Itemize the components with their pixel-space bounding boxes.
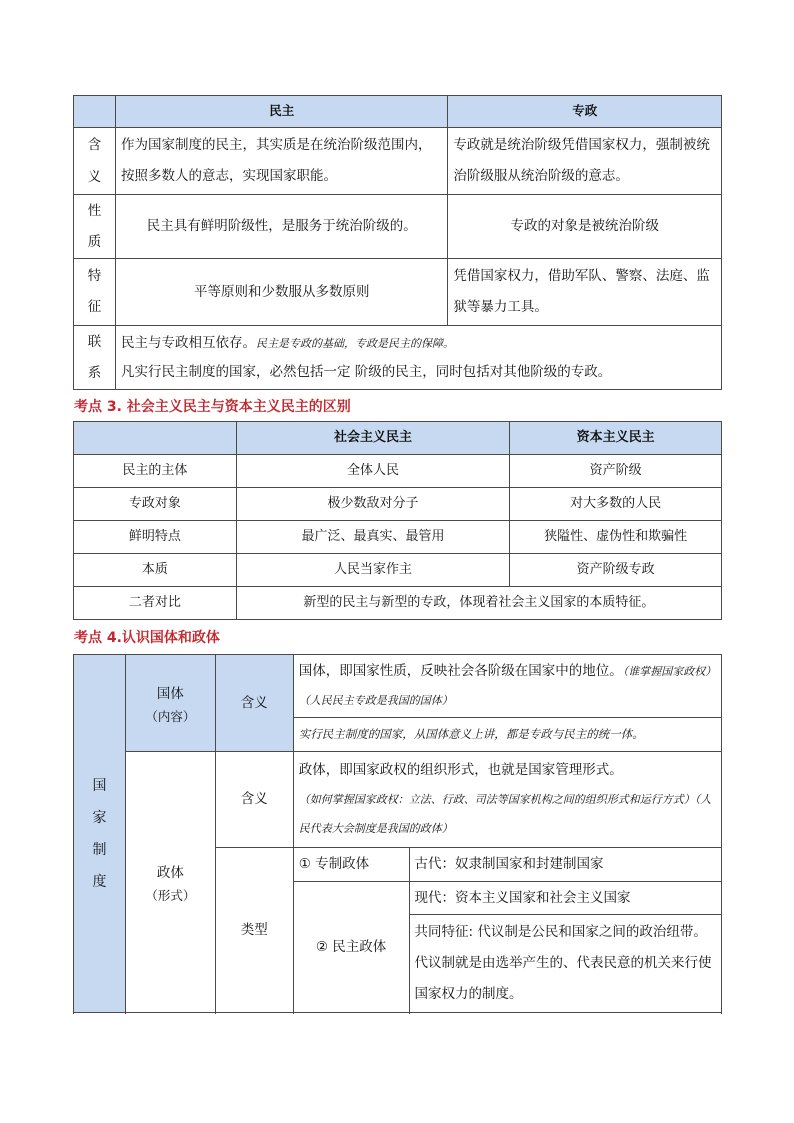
democratic-label: ② 民主政体 xyxy=(293,882,409,1013)
relation-note: 民主是专政的基础，专政是民主的保障。 xyxy=(255,336,454,350)
corner-cell-2 xyxy=(74,422,237,455)
dictatorship-feature: 凭借国家权力，借助军队、警察、法庭、监狱等暴力工具。 xyxy=(448,259,722,326)
capitalist-essence: 资产阶级专政 xyxy=(510,554,722,587)
autocratic-desc: 古代：奴隶制国家和封建制国家 xyxy=(409,848,721,882)
democratic-common: 共同特征: 代议制是公民和国家之间的政治纽带。代议制就是由选举产生的、代表民意的机关来行使国家权力的制度。 xyxy=(409,915,721,1013)
zhengti-meaning-text: 政体，即国家政权的组织形式，也就是国家管理形式。 xyxy=(298,762,623,778)
zhengti-sub: （形式） xyxy=(145,887,196,903)
row-label-target: 专政对象 xyxy=(74,488,237,521)
guoti-meaning xyxy=(293,655,721,718)
row-label-characteristic: 鲜明特点 xyxy=(74,521,237,554)
heading-point-4: 考点 4.认识国体和政体 xyxy=(74,630,220,646)
democracy-feature: 平等原则和少数服从多数原则 xyxy=(115,259,447,326)
guoti-name: 国体 xyxy=(156,685,184,702)
row-label-relation: 联系 xyxy=(74,326,116,390)
row-label-nature: 性质 xyxy=(74,195,116,259)
socialist-target: 极少数敌对分子 xyxy=(236,488,510,521)
capitalist-target: 对大多数的人民 xyxy=(510,488,722,521)
zhengti-meaning-label: 含义 xyxy=(215,752,293,848)
corner-cell xyxy=(74,96,116,128)
row-label-meaning: 含义 xyxy=(74,128,116,195)
guoti-label-cell xyxy=(125,655,215,752)
dictatorship-meaning: 专政就是统治阶级凭借国家权力，强制被统治阶级服从统治阶级的意志。 xyxy=(448,128,722,195)
col-header-socialist: 社会主义民主 xyxy=(236,422,510,455)
democracy-nature: 民主具有鲜明阶级性，是服务于统治阶级的。 xyxy=(115,195,447,259)
zhengti-label-cell xyxy=(125,752,215,1013)
socialist-essence: 人民当家作主 xyxy=(236,554,510,587)
state-system-table xyxy=(73,654,722,1013)
guoti-meaning-label: 含义 xyxy=(215,655,293,752)
democracy-dictatorship-table xyxy=(73,95,722,390)
dictatorship-nature: 专政的对象是被统治阶级 xyxy=(448,195,722,259)
state-system-text: 国家制度 xyxy=(92,777,107,890)
row-label-essence: 本质 xyxy=(74,554,237,587)
row-label-subject: 民主的主体 xyxy=(74,455,237,488)
socialist-subject: 全体人民 xyxy=(236,455,510,488)
zhengti-meaning-note: （如何掌握国家政权：立法、行政、司法等国家机构之间的组织形式和运行方式）（人民代表大会制度是我国的政体） xyxy=(298,793,712,835)
zhengti-type-label: 类型 xyxy=(215,848,293,1013)
relation-line1: 民主与专政相互依存。 xyxy=(120,334,256,351)
compare-text: 新型的民主与新型的专政，体现着社会主义国家的本质特征。 xyxy=(236,587,721,620)
socialist-characteristic: 最广泛、最真实、最管用 xyxy=(236,521,510,554)
state-system-label xyxy=(74,655,126,1013)
col-header-dictatorship: 专政 xyxy=(448,96,722,128)
guoti-meaning-line2: 实行民主制度的国家，从国体意义上讲，都是专政与民主的统一体。 xyxy=(293,718,721,752)
guoti-meaning-text: 国体，即国家性质，反映社会各阶级在国家中的地位。 xyxy=(298,663,623,679)
socialist-capitalist-table xyxy=(73,421,722,620)
row-label-feature: 特征 xyxy=(74,259,116,326)
col-header-capitalist: 资本主义民主 xyxy=(510,422,722,455)
row-label-compare: 二者对比 xyxy=(74,587,237,620)
heading-point-3: 考点 3. 社会主义民主与资本主义民主的区别 xyxy=(74,399,351,415)
zhengti-meaning xyxy=(293,752,721,848)
col-header-democracy: 民主 xyxy=(115,96,447,128)
democratic-modern: 现代：资本主义国家和社会主义国家 xyxy=(409,882,721,915)
guoti-meaning-note: （谁掌握国家政权）（人民民主专政是我国的国体） xyxy=(298,665,711,707)
democracy-meaning: 作为国家制度的民主，其实质是在统治阶级范围内，按照多数人的意志，实现国家职能。 xyxy=(115,128,447,195)
relation-cell xyxy=(115,326,721,390)
capitalist-characteristic: 狭隘性、虚伪性和欺骗性 xyxy=(510,521,722,554)
relation-line2: 凡实行民主制度的国家，必然包括一定 阶级的民主，同时包括对其他阶级的专政。 xyxy=(120,363,612,380)
capitalist-subject: 资产阶级 xyxy=(510,455,722,488)
autocratic-label: ① 专制政体 xyxy=(293,848,409,882)
guoti-sub: （内容） xyxy=(145,708,196,724)
zhengti-name: 政体 xyxy=(156,864,184,881)
